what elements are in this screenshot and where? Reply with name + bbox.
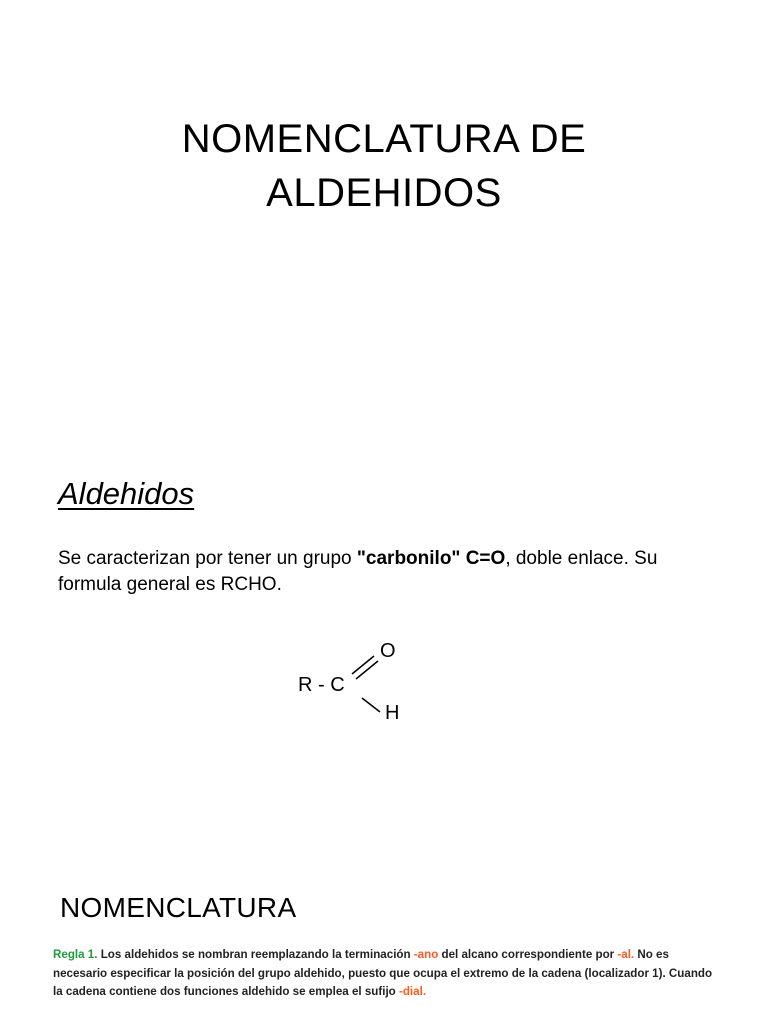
suffix-al: -al.	[617, 948, 635, 961]
double-bond-line-1	[352, 656, 374, 674]
rule-text-1: Los aldehidos se nombran reemplazando la terminación	[97, 948, 414, 961]
rule-text-2: del alcano correspondiente por	[438, 948, 618, 961]
nomenclatura-slide	[0, 870, 768, 1024]
title-line-2: ALDEHIDOS	[266, 171, 502, 215]
rule-text-3: No es necesario especificar la posición del grupo aldehido, puesto que ocupa el extremo de la cadena (localizador 1). Cuando la cadena contiene dos funciones aldehido se emplea el sufijo	[53, 948, 713, 998]
title-slide	[0, 0, 768, 420]
structure-h-label: H	[385, 702, 400, 724]
intro-text-part-1: Se caracterizan por tener un grupo	[58, 548, 357, 569]
intro-text-part-2: , doble enlace. Su formula general es RCHO.	[58, 548, 658, 595]
rule-1-paragraph	[53, 946, 715, 1002]
intro-text-bold: "carbonilo" C=O	[356, 548, 506, 569]
nomenclatura-heading: NOMENCLATURA	[60, 892, 297, 923]
double-bond-line-2	[356, 661, 378, 679]
single-bond-line	[362, 698, 380, 712]
intro-paragraph	[58, 546, 718, 598]
aldehidos-heading: Aldehidos	[58, 476, 195, 511]
rule-1-label: Regla 1.	[53, 948, 98, 961]
aldehidos-slide	[0, 440, 768, 860]
structure-r-c-label: R - C	[298, 674, 345, 696]
suffix-ano: -ano	[413, 948, 439, 961]
aldehyde-structure-diagram	[288, 634, 428, 734]
suffix-dial: -dial.	[398, 985, 427, 998]
title-line-1: NOMENCLATURA DE	[181, 117, 587, 161]
structure-o-label: O	[380, 640, 396, 662]
page-title	[0, 112, 768, 220]
